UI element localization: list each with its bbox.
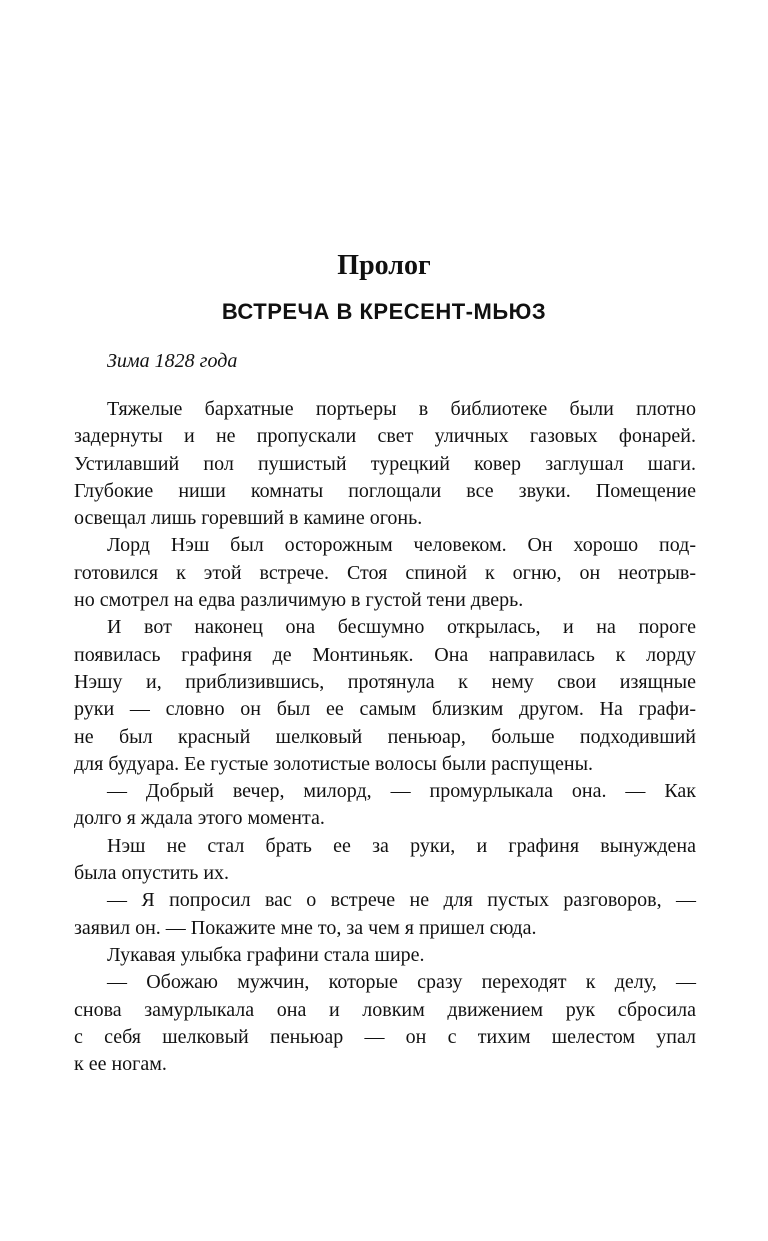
text-line: но смотрел на едва различимую в густой тени дверь. — [74, 589, 524, 612]
dateline: Зима 1828 года — [107, 350, 238, 372]
text-line: Нэшу и, приблизившись, протянула к нему свои изящные — [74, 670, 696, 693]
text-line: — Я попросил вас о встрече не для пустых разговоров, — — [107, 889, 696, 912]
text-line: Лорд Нэш был осторожным человеком. Он хорошо под- — [107, 534, 696, 557]
text-line: была опустить их. — [74, 862, 230, 885]
text-line: — Добрый вечер, милорд, — промурлыкала она. — Как — [107, 780, 696, 803]
text-line: Устилавший пол пушистый турецкий ковер заглушал шаги. — [74, 452, 696, 475]
body-text — [74, 396, 696, 1078]
text-line: появилась графиня де Монтиньяк. Она направилась к лорду — [74, 643, 696, 666]
text-line: к ее ногам. — [74, 1053, 167, 1076]
text-line: заявил он. — Покажите мне то, за чем я пришел сюда. — [74, 916, 537, 939]
text-line: задернуты и не пропускали свет уличных газовых фонарей. — [74, 425, 696, 448]
chapter-title: Пролог — [337, 250, 431, 281]
text-line: освещал лишь горевший в камине огонь. — [74, 507, 423, 530]
text-line: Тяжелые бархатные портьеры в библиотеке были плотно — [107, 398, 696, 420]
text-line: с себя шелковый пеньюар — он с тихим шелестом упал — [74, 1025, 696, 1048]
text-line: И вот наконец она бесшумно открылась, и на пороге — [107, 616, 696, 639]
text-line: Глубокие ниши комнаты поглощали все звуки. Помещение — [74, 479, 696, 502]
text-line: готовился к этой встрече. Стоя спиной к огню, он неотрыв- — [74, 561, 696, 584]
text-line: Лукавая улыбка графини стала шире. — [107, 943, 425, 966]
text-line: руки — словно он был ее самым близким другом. На графи- — [74, 698, 696, 721]
text-line: Нэш не стал брать ее за руки, и графиня вынуждена — [107, 834, 696, 857]
text-line: для будуара. Ее густые золотистые волосы были распущены. — [74, 752, 594, 775]
text-line: не был красный шелковый пеньюар, больше подходивший — [74, 725, 696, 748]
chapter-subtitle: ВСТРЕЧА В КРЕСЕНТ-МЬЮЗ — [221, 299, 547, 324]
text-line: снова замурлыкала она и ловким движением рук сбросила — [74, 998, 696, 1021]
text-line: долго я ждала этого момента. — [74, 807, 325, 830]
text-line: — Обожаю мужчин, которые сразу переходят к делу, — — [107, 971, 696, 994]
